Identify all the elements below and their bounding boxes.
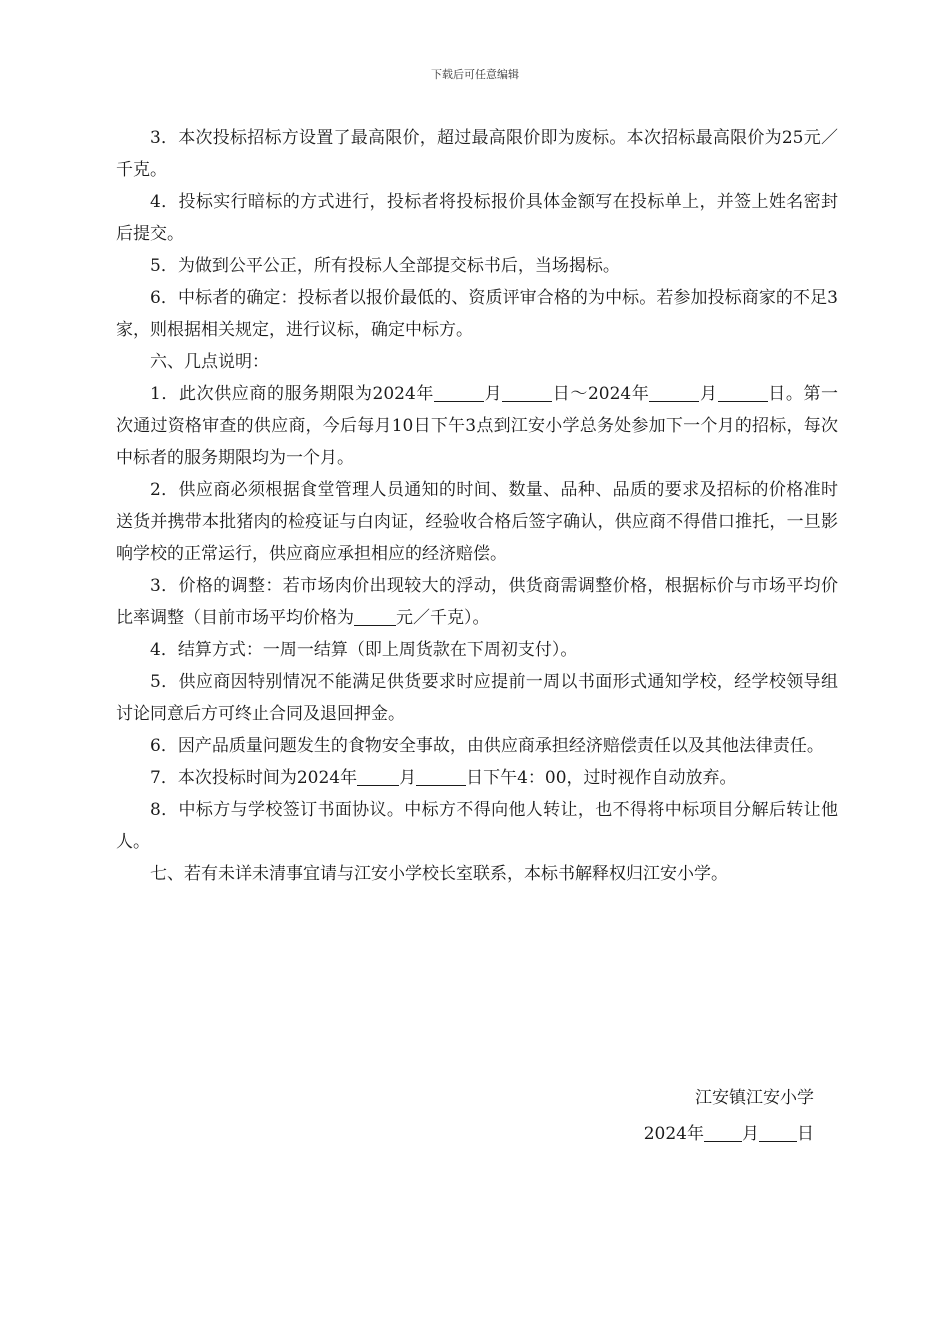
date-year: 2024年 bbox=[643, 1124, 704, 1144]
text-segment: 月 bbox=[484, 384, 503, 404]
fill-blank bbox=[649, 383, 699, 402]
fill-blank bbox=[416, 767, 466, 786]
fill-blank bbox=[704, 1123, 742, 1142]
text-segment: 元／千克）。 bbox=[396, 608, 490, 628]
paragraph-price-adjustment bbox=[116, 570, 838, 634]
text-segment: 日。第一次通过资格审查的供应商，今后每月10日下午3点到江安小学总务处参加下一个月的招标，每次中标者的服务期限均为一个月。 bbox=[116, 384, 839, 468]
fill-blank bbox=[357, 767, 399, 786]
paragraph-max-price: 3．本次投标招标方设置了最高限价，超过最高限价即为废标。本次招标最高限价为25元／千克。 bbox=[116, 128, 838, 180]
paragraph-sealed-bid: 4．投标实行暗标的方式进行，投标者将投标报价具体金额写在投标单上，并签上姓名密封后提交。 bbox=[116, 192, 838, 244]
text-segment: 日～2024年 bbox=[552, 384, 650, 404]
date-day: 日 bbox=[797, 1124, 814, 1144]
paragraph-settlement: 4．结算方式：一周一结算（即上周货款在下周初支付）。 bbox=[150, 640, 578, 660]
fill-blank bbox=[354, 607, 396, 626]
fill-blank bbox=[718, 383, 768, 402]
paragraph-liability: 6．因产品质量问题发生的食物安全事故，由供应商承担经济赔偿责任以及其他法律责任。 bbox=[150, 736, 824, 756]
signature-date bbox=[644, 1118, 814, 1150]
page-header: 下载后可任意编辑 bbox=[431, 68, 519, 81]
fill-blank bbox=[502, 383, 552, 402]
signature-org: 江安镇江安小学 bbox=[695, 1088, 814, 1108]
text-segment: 3．价格的调整：若市场肉价出现较大的浮动，供货商需调整价格，根据标价与市场平均价比率调整（目前市场平均价格为 bbox=[116, 576, 838, 628]
paragraph-delivery: 2．供应商必须根据食堂管理人员通知的时间、数量、品种、品质的要求及招标的价格准时送货并携带本批猪肉的检疫证与白肉证，经验收合格后签字确认，供应商不得借口推托，一旦影响学校的正常运行，供应商应承担相应的经济赔偿。 bbox=[116, 480, 838, 564]
text-segment: 7．本次投标时间为2024年 bbox=[150, 768, 358, 788]
paragraph-fairness: 5．为做到公平公正，所有投标人全部提交标书后，当场揭标。 bbox=[150, 256, 620, 276]
paragraph-service-period bbox=[116, 378, 838, 474]
section-notes-heading: 六、几点说明： bbox=[150, 352, 269, 372]
paragraph-agreement: 8．中标方与学校签订书面协议。中标方不得向他人转让，也不得将中标项目分解后转让他人。 bbox=[116, 800, 838, 852]
document-body bbox=[116, 122, 838, 890]
text-segment: 日下午4：00，过时视作自动放弃。 bbox=[466, 768, 737, 788]
text-segment: 月 bbox=[399, 768, 417, 788]
paragraph-termination: 5．供应商因特别情况不能满足供货要求时应提前一周以书面形式通知学校，经学校领导组讨论同意后方可终止合同及退回押金。 bbox=[116, 672, 838, 724]
paragraph-contact: 七、若有未详未清事宜请与江安小学校长室联系，本标书解释权归江安小学。 bbox=[150, 864, 728, 884]
paragraph-bid-time bbox=[116, 762, 838, 794]
date-month: 月 bbox=[742, 1124, 759, 1144]
fill-blank bbox=[434, 383, 484, 402]
paragraph-winner-selection: 6．中标者的确定：投标者以报价最低的、资质评审合格的为中标。若参加投标商家的不足3家，则根据相关规定，进行议标，确定中标方。 bbox=[116, 288, 838, 340]
text-segment: 月 bbox=[699, 384, 718, 404]
text-segment: 1．此次供应商的服务期限为2024年 bbox=[150, 384, 434, 404]
fill-blank bbox=[759, 1123, 797, 1142]
